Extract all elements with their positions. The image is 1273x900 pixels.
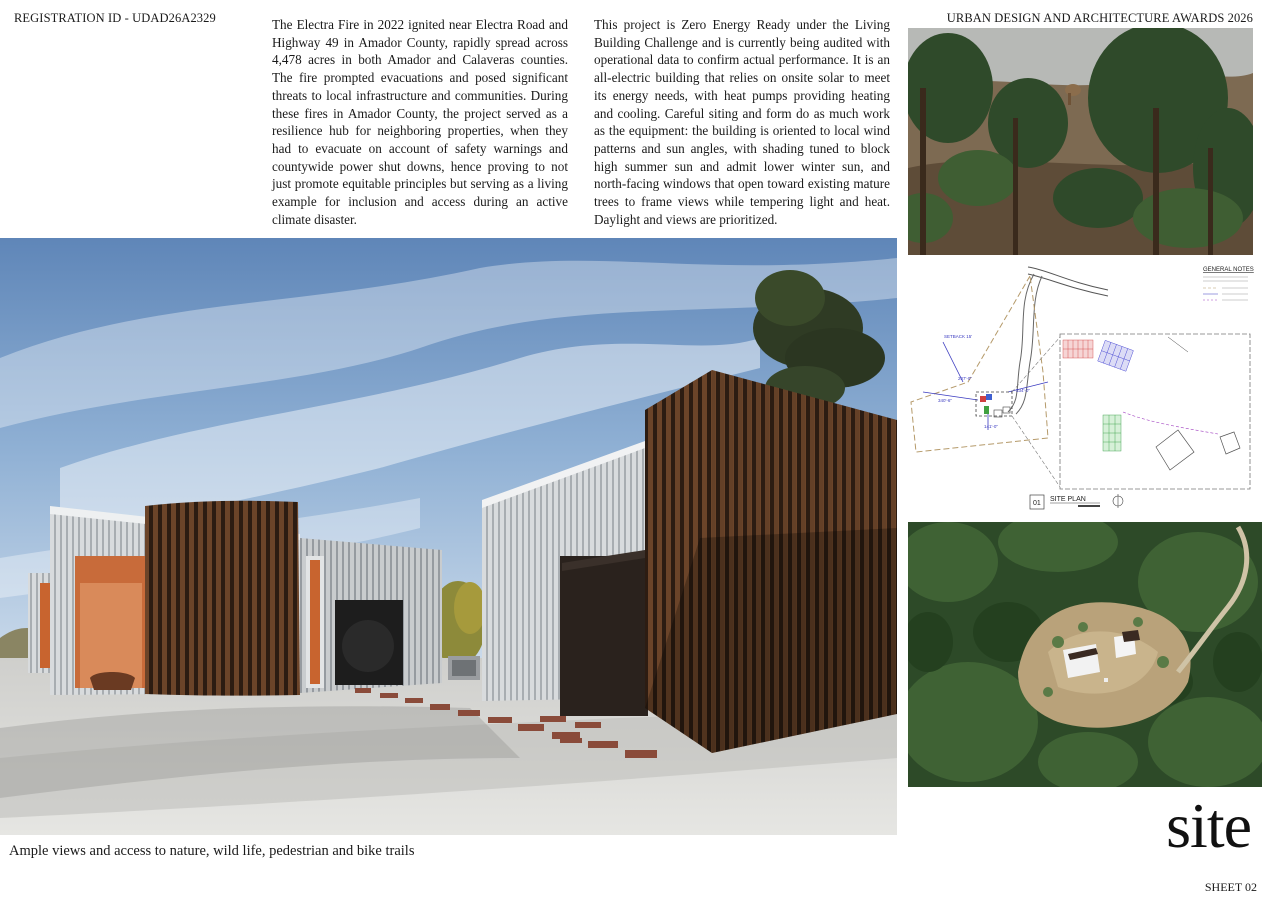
aerial-site-photo (908, 522, 1262, 787)
plan-title: SITE PLAN (1050, 496, 1086, 503)
plan-number: 01 (1033, 500, 1041, 507)
award-title: URBAN DESIGN AND ARCHITECTURE AWARDS 2026 (946, 11, 1253, 25)
site-plan-drawing (908, 262, 1260, 514)
dim-label-2: 340'-6" (938, 398, 952, 403)
section-title: site (1166, 790, 1251, 861)
main-building-photo (0, 238, 897, 835)
fire-paragraph: The Electra Fire in 2022 ignited near Electra Road and Highway 49 in Amador County, rapidly spread across 4,478 acres in both Amador and Calaveras counties. The fire prompted evacuations and posed significant threats to local infrastructure and communities. During these fires in Amador County, the project served as a resilience hub for neighboring properties, when they had to evacuate on account of safety warnings and countywide power shut downs, hence proving to not just promote equitable principles but serving as a living example for inclusion and access during an active climate disaster. (272, 17, 568, 227)
general-notes-heading: GENERAL NOTES (1203, 267, 1254, 273)
energy-paragraph: This project is Zero Energy Ready under the Living Building Challenge and is currently being audited with operational data to confirm actual performance. It is an all-electric building that relies on onsite solar to meet its energy needs, with heat pumps providing heating and cooling. Careful siting and form do as much work as the equipment: the building is oriented to local wind patterns and sun angles, with shading tuned to block high summer sun and admit lower winter sun, and north-facing windows that open toward existing mature trees to frame views while tempering light and heat. Daylight and views are prioritized. (594, 17, 890, 227)
photo-caption: Ample views and access to nature, wild life, pedestrian and bike trails (9, 843, 415, 859)
registration-id: REGISTRATION ID - UDAD26A2329 (14, 11, 216, 25)
dim-label-4: 141'-0" (984, 424, 998, 429)
dim-label-1: 207'-0" (958, 376, 972, 381)
forest-site-photo (908, 28, 1253, 255)
dim-label-3: 334'-0" (1016, 388, 1030, 393)
sheet-label: SHEET 02 (1204, 880, 1257, 894)
setback-label: SETBACK 15' (944, 334, 973, 339)
